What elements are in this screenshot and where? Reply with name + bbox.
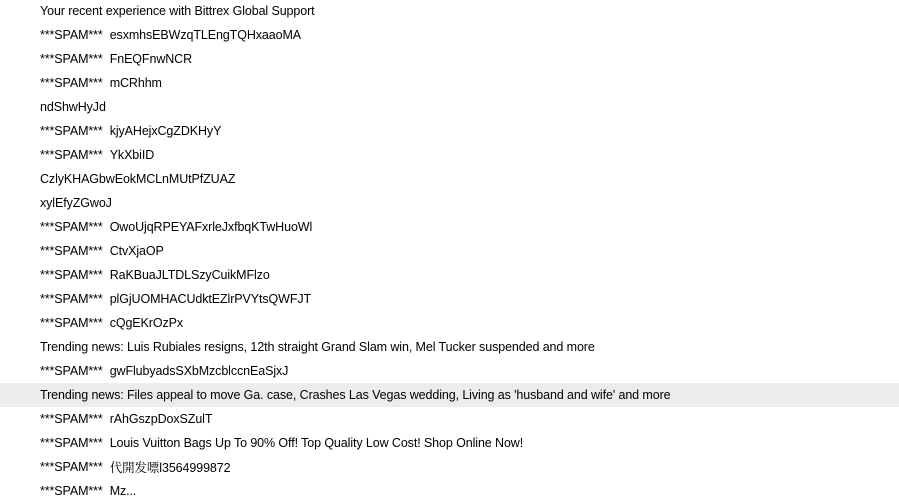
message-row[interactable] [0,335,899,359]
message-subject: Louis Vuitton Bags Up To 90% Off! Top Quality Low Cost! Shop Online Now! [109,436,524,450]
message-subject: Trending news: Files appeal to move Ga. case, Crashes Las Vegas wedding, Living as 'husband and wife' and more [40,388,671,402]
spam-tag: ***SPAM*** [40,148,103,162]
spam-tag: ***SPAM*** [40,460,103,474]
message-subject: mCRhhm [109,76,162,90]
message-row[interactable] [0,407,899,431]
message-row[interactable] [0,47,899,71]
message-subject: kjyAHejxCgZDKHyY [109,124,222,138]
message-row[interactable] [0,431,899,455]
message-row[interactable] [0,263,899,287]
spam-tag: ***SPAM*** [40,28,103,42]
spam-tag: ***SPAM*** [40,316,103,330]
message-subject: gwFlubyadsSXbMzcblccnEaSjxJ [109,364,289,378]
spam-tag: ***SPAM*** [40,436,103,450]
message-row[interactable] [0,167,899,191]
message-row[interactable] [0,0,899,23]
message-subject: Mz... [109,484,137,498]
message-row[interactable] [0,143,899,167]
message-subject: CzlyKHAGbwEokMCLnMUtPfZUAZ [40,172,236,186]
spam-tag: ***SPAM*** [40,412,103,426]
message-row[interactable] [0,359,899,383]
spam-tag: ***SPAM*** [40,268,103,282]
message-row[interactable] [0,191,899,215]
message-subject: 代開发嘌l3564999872 [109,461,231,475]
spam-tag: ***SPAM*** [40,124,103,138]
message-subject: rAhGszpDoxSZulT [109,412,213,426]
message-subject: xylEfyZGwoJ [40,196,112,210]
message-row[interactable] [0,119,899,143]
message-subject: YkXbiID [109,148,155,162]
message-subject: cQgEKrOzPx [109,316,184,330]
message-row[interactable] [0,23,899,47]
spam-tag: ***SPAM*** [40,244,103,258]
message-row[interactable] [0,239,899,263]
message-row[interactable] [0,71,899,95]
spam-tag: ***SPAM*** [40,76,103,90]
spam-tag: ***SPAM*** [40,292,103,306]
message-subject: FnEQFnwNCR [109,52,193,66]
spam-tag: ***SPAM*** [40,52,103,66]
message-subject: RaKBuaJLTDLSzyCuikMFlzo [109,268,270,282]
message-subject: Trending news: Luis Rubiales resigns, 12th straight Grand Slam win, Mel Tucker suspended and more [40,340,595,354]
message-row[interactable] [0,311,899,335]
message-row[interactable] [0,215,899,239]
message-row[interactable] [0,383,899,407]
spam-tag: ***SPAM*** [40,364,103,378]
message-row[interactable] [0,479,899,503]
message-subject: plGjUOMHACUdktEZlrPVYtsQWFJT [109,292,312,306]
spam-tag: ***SPAM*** [40,484,103,498]
message-subject: OwoUjqRPEYAFxrleJxfbqKTwHuoWl [109,220,313,234]
message-row[interactable] [0,455,899,479]
message-row[interactable] [0,287,899,311]
message-subject: Your recent experience with Bittrex Global Support [40,4,315,18]
message-subject: ndShwHyJd [40,100,106,114]
message-subject: esxmhsEBWzqTLEngTQHxaaoMA [109,28,301,42]
message-subject: CtvXjaOP [109,244,164,258]
message-row[interactable] [0,95,899,119]
spam-tag: ***SPAM*** [40,220,103,234]
